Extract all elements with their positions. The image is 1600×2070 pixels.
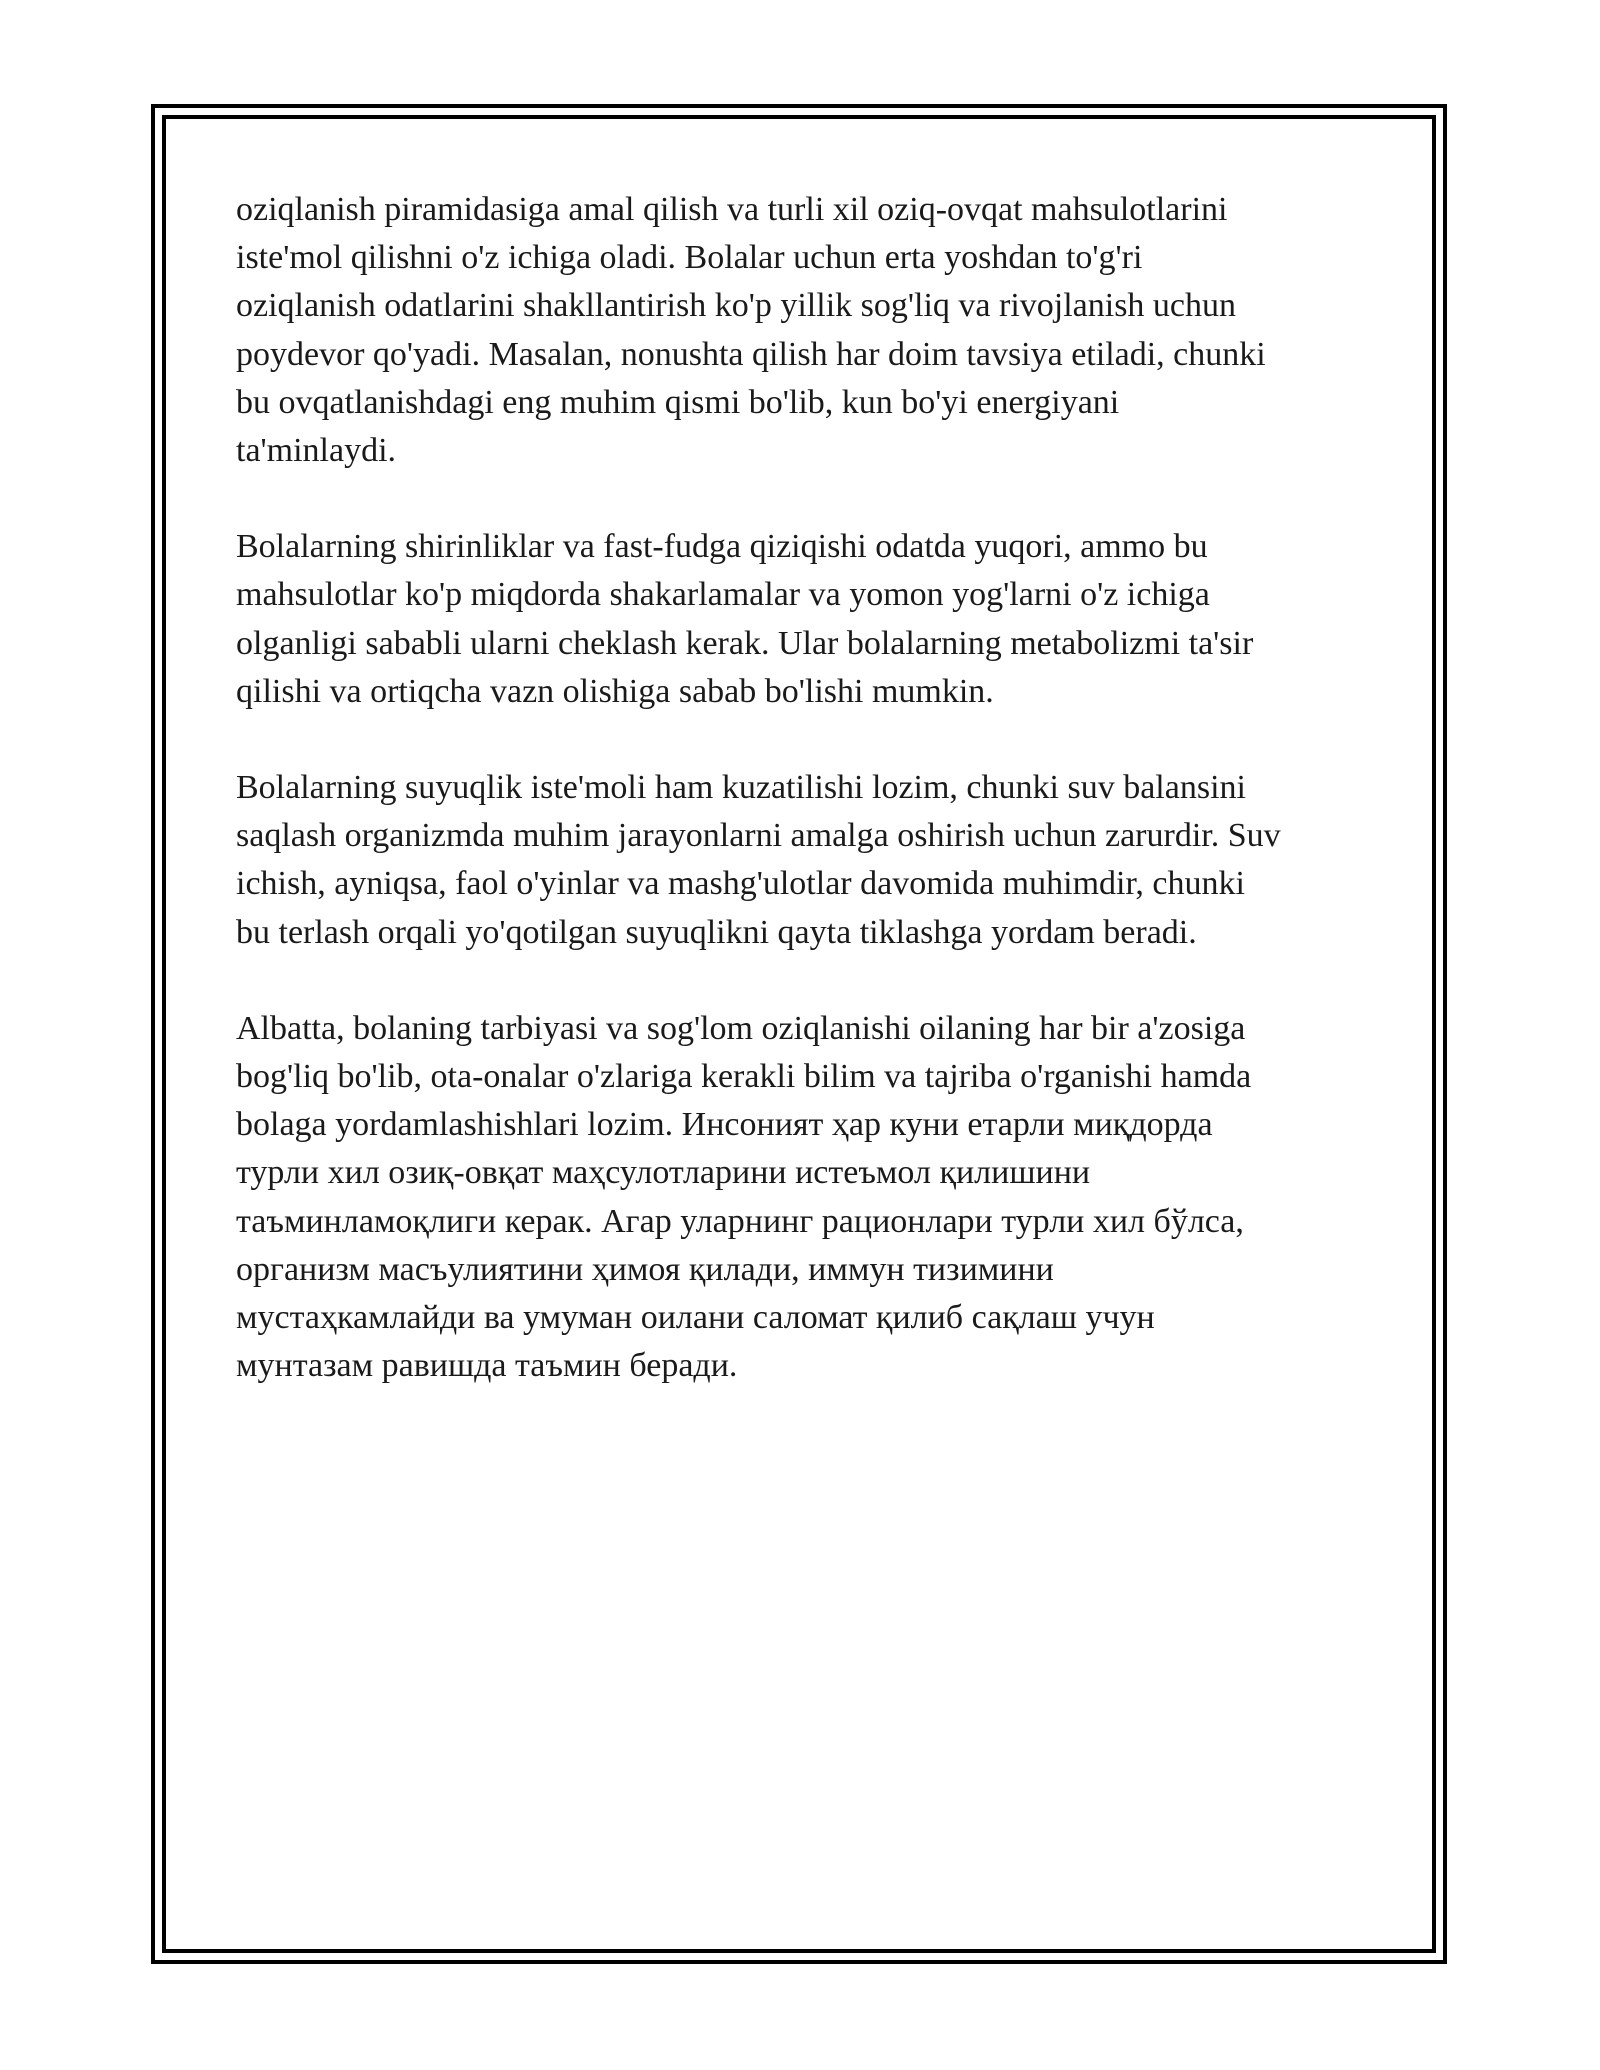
text-line: Bolalarning suyuqlik iste'moli ham kuzatilishi lozim, chunki suv balansini [236, 769, 1246, 807]
text-line: bu terlash orqali yo'qotilgan suyuqlikni qayta tiklashga yordam beradi. [236, 913, 1197, 951]
text-line: ichish, ayniqsa, faol o'yinlar va mashg'ulotlar davomida muhimdir, chunki [236, 865, 1245, 903]
document-body [236, 186, 1396, 1438]
text-line: qilishi va ortiqcha vazn olishiga sabab bo'lishi mumkin. [236, 672, 994, 710]
paragraph-1 [236, 186, 1396, 475]
text-line: турли хил озиқ-овқат маҳсулотларини истеъмол қилишини [236, 1154, 1091, 1192]
text-line: таъминламоқлиги керак. Агар уларнинг рационлари турли хил бўлса, [236, 1202, 1244, 1240]
text-line: организм масъулиятини ҳимоя қилади, иммун тизимини [236, 1250, 1054, 1288]
text-line: bolaga yordamlashishlari lozim. Инсоният ҳар куни етарли миқдорда [236, 1106, 1213, 1144]
text-line: Albatta, bolaning tarbiyasi va sog'lom oziqlanishi oilaning har bir a'zosiga [236, 1009, 1246, 1047]
text-line: olganligi sababli ularni cheklash kerak. Ular bolalarning metabolizmi ta'sir [236, 624, 1254, 662]
paragraph-3 [236, 764, 1396, 957]
text-line: oziqlanish piramidasiga amal qilish va turli xil oziq-ovqat mahsulotlarini [236, 191, 1228, 228]
text-line: poydevor qo'yadi. Masalan, nonushta qilish har doim tavsiya etiladi, chunki [236, 335, 1266, 373]
text-line: bog'liq bo'lib, ota-onalar o'zlariga kerakli bilim va tajriba o'rganishi hamda [236, 1058, 1252, 1096]
text-line: мустаҳкамлайди ва умуман оилани саломат қилиб сақлаш учун [236, 1299, 1155, 1337]
text-line: iste'mol qilishni o'z ichiga oladi. Bolalar uchun erta yoshdan to'g'ri [236, 239, 1143, 277]
paragraph-4 [236, 1005, 1396, 1391]
paragraph-2 [236, 523, 1396, 716]
text-line: saqlash organizmda muhim jarayonlarni amalga oshirish uchun zarurdir. Suv [236, 817, 1281, 855]
text-line: oziqlanish odatlarini shakllantirish ko'p yillik sog'liq va rivojlanish uchun [236, 287, 1237, 325]
text-line: ta'minlaydi. [236, 432, 397, 470]
text-line: bu ovqatlanishdagi eng muhim qismi bo'lib, kun bo'yi energiyani [236, 383, 1120, 421]
text-line: мунтазам равишда таъмин беради. [236, 1347, 738, 1385]
text-line: mahsulotlar ko'p miqdorda shakarlamalar va yomon yog'larni o'z ichiga [236, 576, 1210, 614]
text-line: Bolalarning shirinliklar va fast-fudga qiziqishi odatda yuqori, ammo bu [236, 528, 1208, 566]
